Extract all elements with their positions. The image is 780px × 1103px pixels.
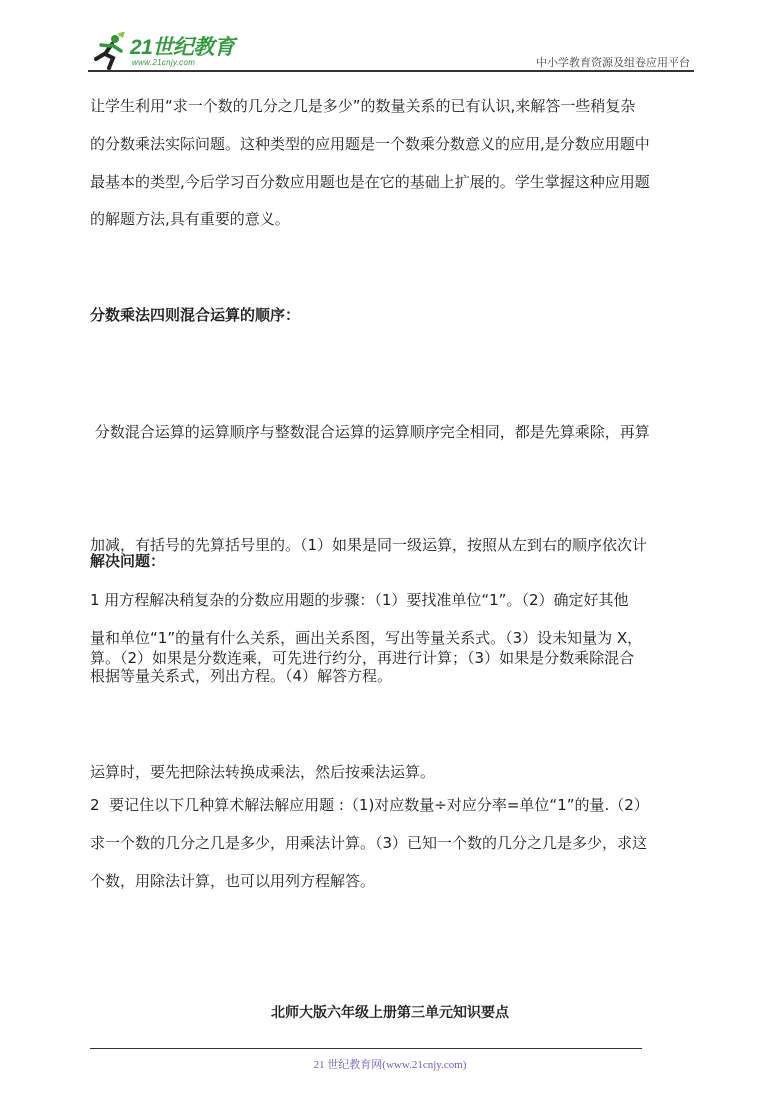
text-line: 量和单位“1”的量有什么关系，画出关系图，写出等量关系式。（3）设未知量为 X， — [90, 628, 643, 647]
logo-url: www.21cnjy.com — [132, 58, 196, 67]
footer-title: 北师大版六年级上册第三单元知识要点 — [271, 1005, 509, 1021]
text-line: 求一个数的几分之几是多少，用乘法计算。（3）已知一个数的几分之几是多少，求这 — [90, 833, 648, 852]
logo-text: 21世纪教育 — [130, 36, 235, 59]
text-line: 个数，用除法计算，也可以用列方程解答。 — [90, 871, 376, 890]
text-line: 最基本的类型,今后学习百分数应用题也是在它的基础上扩展的。学生掌握这种应用题 — [90, 172, 650, 191]
text-line: 的分数乘法实际问题。这种类型的应用题是一个数乘分数意义的应用,是分数应用题中 — [90, 134, 650, 153]
header-platform-text: 中小学教育资源及组卷应用平台 — [536, 57, 690, 69]
section-heading-problems: 解决问题： — [90, 552, 166, 570]
text-line: 根据等量关系式，列出方程。（4）解答方程。 — [90, 666, 393, 685]
text-line: 2 要记住以下几种算术解法解应用题 :（1)对应数量÷对应分率=单位“1”的量.（2） — [90, 796, 649, 814]
problem-steps-paragraph — [90, 582, 694, 695]
intro-paragraph — [90, 88, 694, 239]
text-line: 分数混合运算的运算顺序与整数混合运算的运算顺序完全相同，都是先算乘除，再算 — [90, 422, 650, 441]
header-divider — [88, 70, 694, 72]
text-line: 1 用方程解决稍复杂的分数应用题的步骤：（1）要找准单位“1”。（2）确定好其他 — [90, 591, 629, 609]
footer-site-link[interactable]: 21 世纪教育网(www.21cnjy.com) — [313, 1059, 467, 1071]
text-line: 的解题方法,具有重要的意义。 — [90, 210, 290, 229]
text-line: 加减，有括号的先算括号里的。（1）如果是同一级运算，按照从左到右的顺序依次计 — [90, 535, 648, 554]
text-line: 运算时，要先把除法转换成乘法，然后按乘法运算。 — [90, 762, 436, 781]
arithmetic-methods-paragraph — [90, 787, 694, 900]
page-header — [88, 30, 694, 72]
logo — [88, 30, 288, 72]
text-line: 让学生利用“求一个数的几分之几是多少”的数量关系的已有认识,来解答一些稍复杂 — [90, 97, 636, 115]
footer-divider — [90, 1048, 642, 1049]
text-line: 算。（2）如果是分数连乘，可先进行约分，再进行计算；（3）如果是分数乘除混合 — [90, 649, 635, 668]
section-heading-order: 分数乘法四则混合运算的顺序： — [90, 306, 301, 324]
runner-logo-icon — [88, 32, 128, 70]
